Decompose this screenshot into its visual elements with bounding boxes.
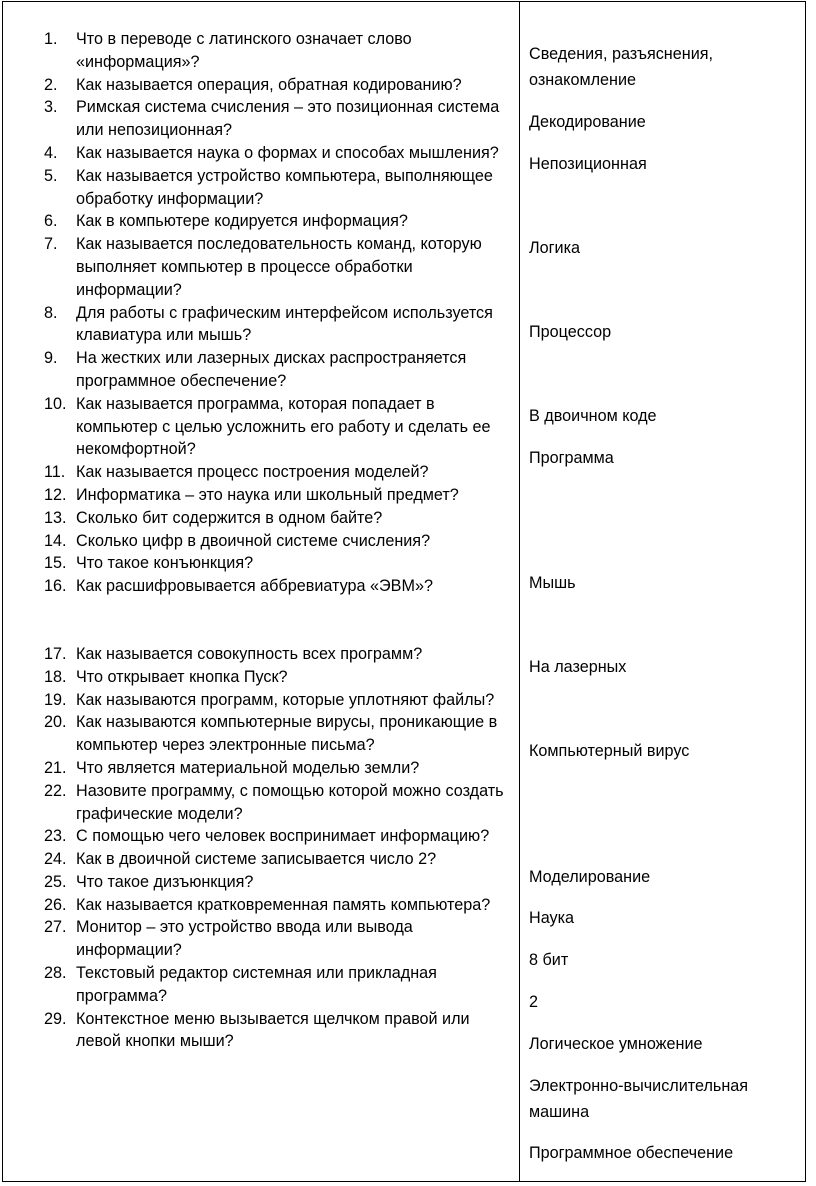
question-text: Как называется совокупность всех программ? [76,644,423,663]
question-text: Монитор – это устройство ввода или вывода информации? [76,918,413,960]
question-number: 6. [44,212,58,231]
question-item [44,552,514,575]
question-text: Как называется устройство компьютера, выполняющее обработку информации? [76,166,493,208]
question-text: Что в переводе с латинского означает слово «информация»? [76,30,412,71]
answer-line: Программное обеспечение [529,1144,734,1162]
question-text: Как в двоичной системе записывается число 2? [76,850,437,869]
question-text: Сколько бит содержится в одном байте? [76,508,383,527]
question-item [44,210,514,233]
question-text: Как расшифровывается аббревиатура «ЭВМ»? [76,577,433,596]
question-item [44,142,514,165]
question-text: Как в компьютере кодируется информация? [76,212,408,231]
question-number: 16. [44,577,67,596]
question-item [44,74,514,97]
question-number: 15. [44,554,67,573]
question-number: 14. [44,531,67,550]
question-text: Как называются программ, которые уплотняют файлы? [76,690,495,709]
question-number: 9. [44,349,58,368]
question-number: 23. [44,827,67,846]
answer-line: Непозиционная [529,155,647,173]
answer-line: 2 [529,993,539,1011]
question-item [44,96,514,142]
question-number: 2. [44,75,58,94]
question-text: С помощью чего человек воспринимает информацию? [76,827,490,846]
question-item [44,165,514,211]
answer-line: Электронно-вычислительная [529,1077,749,1095]
question-text: Контекстное меню вызывается щелчком правой или левой кнопки мыши? [76,1009,470,1051]
question-item [44,347,514,393]
answer-line: Мышь [529,574,576,592]
question-number: 5. [44,166,58,185]
question-item [44,28,514,74]
questions-list [44,28,514,1053]
question-text: Как называется программа, которая попадает в компьютер с целью усложнить его работу и сделать ее некомфортной? [76,394,491,459]
question-item [44,916,514,962]
question-text: Как называется наука о формах и способах мышления? [76,143,499,162]
question-number: 19. [44,690,67,709]
question-text: Сколько цифр в двоичной системе счисления? [76,531,431,550]
column-divider [519,1,520,1182]
question-number: 8. [44,303,58,322]
question-text: Как называется кратковременная память компьютера? [76,895,491,914]
question-number: 4. [44,143,58,162]
question-item [44,894,514,917]
question-text: Что такое дизъюнкция? [76,872,254,891]
answer-line: ознакомление [529,71,637,89]
question-text: Римская система счисления – это позиционная система или непозиционная? [76,98,500,140]
question-text: Текстовый редактор системная или прикладная программа? [76,964,437,1005]
question-text: Как называется последовательность команд, которую выполняет компьютер в процессе обработки информации? [76,235,482,299]
question-item [44,962,514,1008]
question-item [44,666,514,689]
question-number: 21. [44,758,67,777]
question-text: Назовите программу, с помощью которой можно создать графические модели? [76,781,504,823]
question-text: Как называется процесс построения моделей? [76,463,429,482]
answer-line: Логика [529,239,581,257]
question-number: 11. [44,463,66,482]
question-number: 20. [44,713,67,732]
question-text: Что открывает кнопка Пуск? [76,667,288,686]
question-number: 10. [44,394,67,413]
question-item [44,484,514,507]
answer-line: Сведения, разъяснения, [529,45,713,63]
question-number: 3. [44,98,58,117]
question-text: Информатика – это наука или школьный предмет? [76,485,459,504]
answer-line: машина [529,1103,590,1121]
answer-line: На лазерных [529,658,627,676]
answer-line: Декодирование [529,113,646,131]
question-text: Для работы с графическим интерфейсом используется клавиатура или мышь? [76,303,493,345]
question-item [44,780,514,826]
question-item [44,871,514,894]
question-item [44,530,514,553]
question-number: 29. [44,1009,67,1028]
question-number: 26. [44,895,67,914]
question-number: 7. [44,235,58,254]
answer-line: Компьютерный вирус [529,742,690,760]
answer-line: Процессор [529,323,612,341]
question-item [44,1008,514,1054]
answer-line: Программа [529,449,614,467]
question-item [44,393,514,461]
answer-line: В двоичном коде [529,407,657,425]
question-item [44,302,514,348]
answer-line: 8 бит [529,951,569,969]
question-item [44,689,514,712]
question-item [44,825,514,848]
question-text: Что такое конъюнкция? [76,554,254,573]
answer-line: Моделирование [529,868,651,886]
question-number: 12. [44,485,67,504]
question-number: 17. [44,644,67,663]
question-item [44,461,514,484]
question-number: 22. [44,781,67,800]
question-number: 24. [44,850,67,869]
question-item [44,848,514,871]
question-number: 25. [44,872,67,891]
question-item [44,757,514,780]
question-text: На жестких или лазерных дисках распространяется программное обеспечение? [76,349,467,390]
question-number: 18. [44,667,67,686]
answer-line: Логическое умножение [529,1035,703,1053]
question-item [44,643,514,666]
question-number: 28. [44,964,67,983]
question-number: 27. [44,918,67,937]
question-item [44,507,514,530]
question-number: 13. [44,508,67,527]
answer-line: Наука [529,909,575,927]
question-number: 1. [44,30,58,48]
question-item [44,575,514,598]
section-gap [44,598,514,643]
question-text: Как называются компьютерные вирусы, проникающие в компьютер через электронные письма? [76,713,498,755]
question-item [44,711,514,757]
question-text: Как называется операция, обратная кодированию? [76,75,462,94]
question-item [44,233,514,301]
question-text: Что является материальной моделью земли? [76,758,420,777]
